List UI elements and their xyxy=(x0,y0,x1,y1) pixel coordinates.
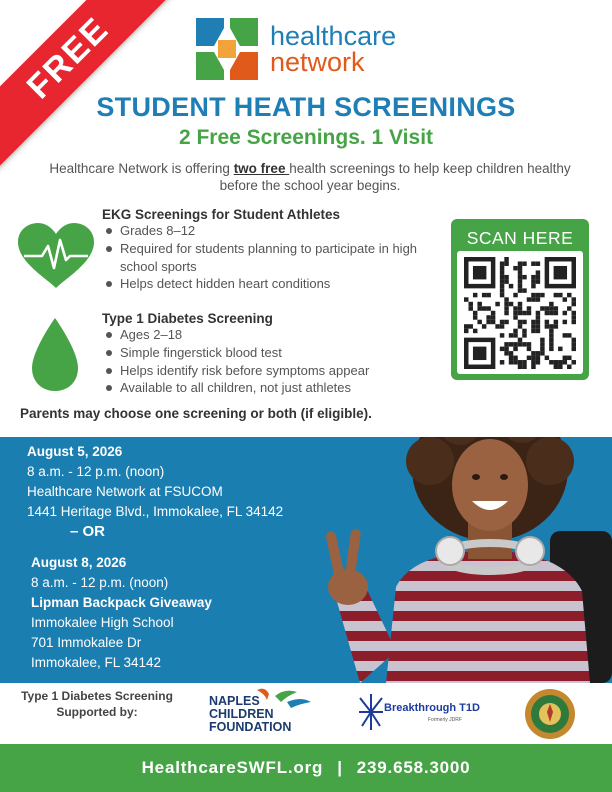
or-divider: – OR xyxy=(70,523,106,540)
event-venue: Healthcare Network at FSUCOM xyxy=(27,484,223,499)
naples-line2: CHILDREN xyxy=(209,707,274,721)
footer-separator: | xyxy=(337,758,343,777)
intro-emphasis: two free xyxy=(233,161,290,176)
free-ribbon: FREE xyxy=(0,0,180,170)
qr-label: SCAN HERE xyxy=(466,228,574,248)
list-item: Simple fingerstick blood test xyxy=(102,344,447,362)
breakthrough-sub: Formerly JDRF xyxy=(428,717,462,723)
diabetes-list xyxy=(102,326,447,397)
event-date: August 8, 2026 xyxy=(31,555,127,570)
intro-before: Healthcare Network is offering xyxy=(49,161,234,176)
list-item: Grades 8–12 xyxy=(102,222,447,240)
qr-code-panel[interactable] xyxy=(451,219,589,380)
event-venue: Immokalee High School xyxy=(31,615,174,630)
footer-bar xyxy=(0,744,612,792)
list-item: Required for students planning to participate in high school sports xyxy=(102,240,447,276)
list-item: Ages 2–18 xyxy=(102,326,447,344)
list-item: Available to all children, not just athletes xyxy=(102,379,447,397)
event-august-8 xyxy=(31,553,212,673)
logo-mark-icon xyxy=(196,18,258,80)
heart-ekg-icon xyxy=(16,222,96,290)
list-item: Helps detect hidden heart conditions xyxy=(102,275,447,293)
list-item: Helps identify risk before symptoms appear xyxy=(102,362,447,380)
event-city: Immokalee, FL 34142 xyxy=(31,655,162,670)
page-title: STUDENT HEATH SCREENINGS xyxy=(96,92,516,122)
parents-note: Parents may choose one screening or both (if eligible). xyxy=(20,406,372,421)
ekg-title: EKG Screenings for Student Athletes xyxy=(102,207,341,222)
ekg-list xyxy=(102,222,447,293)
event-time: 8 a.m. - 12 p.m. (noon) xyxy=(31,575,169,590)
sponsor-caption: Type 1 Diabetes Screening Supported by: xyxy=(21,689,173,719)
blood-drop-icon xyxy=(30,318,80,392)
event-address: 701 Immokalee Dr xyxy=(31,635,142,650)
naples-line3: FOUNDATION xyxy=(209,720,292,734)
website-link[interactable]: HealthcareSWFL.org xyxy=(141,758,324,777)
intro-paragraph xyxy=(40,160,580,194)
event-name: Lipman Backpack Giveaway xyxy=(31,595,212,610)
free-ribbon-corner xyxy=(0,0,180,180)
diabetes-screening-section xyxy=(102,311,447,397)
breakthrough-burst-icon xyxy=(358,692,384,732)
event-time: 8 a.m. - 12 p.m. (noon) xyxy=(27,464,165,479)
student-photo xyxy=(300,437,612,683)
qr-code-icon[interactable] xyxy=(464,257,576,369)
logo-line1: healthcare xyxy=(270,21,397,51)
subtitle: 2 Free Screenings. 1 Visit xyxy=(178,126,434,149)
diabetes-title: Type 1 Diabetes Screening xyxy=(102,311,273,326)
intro-after: health screenings to help keep children healthy before the school year begins. xyxy=(219,161,571,193)
event-date: August 5, 2026 xyxy=(27,444,123,459)
event-august-5 xyxy=(27,442,283,522)
event-address: 1441 Heritage Blvd., Immokalee, FL 34142 xyxy=(27,504,284,519)
phone-link[interactable]: 239.658.3000 xyxy=(356,758,471,777)
breakthrough-t1d-logo xyxy=(358,690,498,736)
logo-line2: network xyxy=(270,47,365,77)
breakthrough-name: Breakthrough T1D xyxy=(384,702,480,714)
county-seal-icon xyxy=(524,688,576,740)
naples-children-foundation-logo xyxy=(205,688,335,738)
naples-line1: NAPLES xyxy=(209,694,260,708)
ekg-screening-section xyxy=(102,207,447,293)
healthcare-network-logo xyxy=(196,18,396,80)
event-band xyxy=(0,437,612,683)
